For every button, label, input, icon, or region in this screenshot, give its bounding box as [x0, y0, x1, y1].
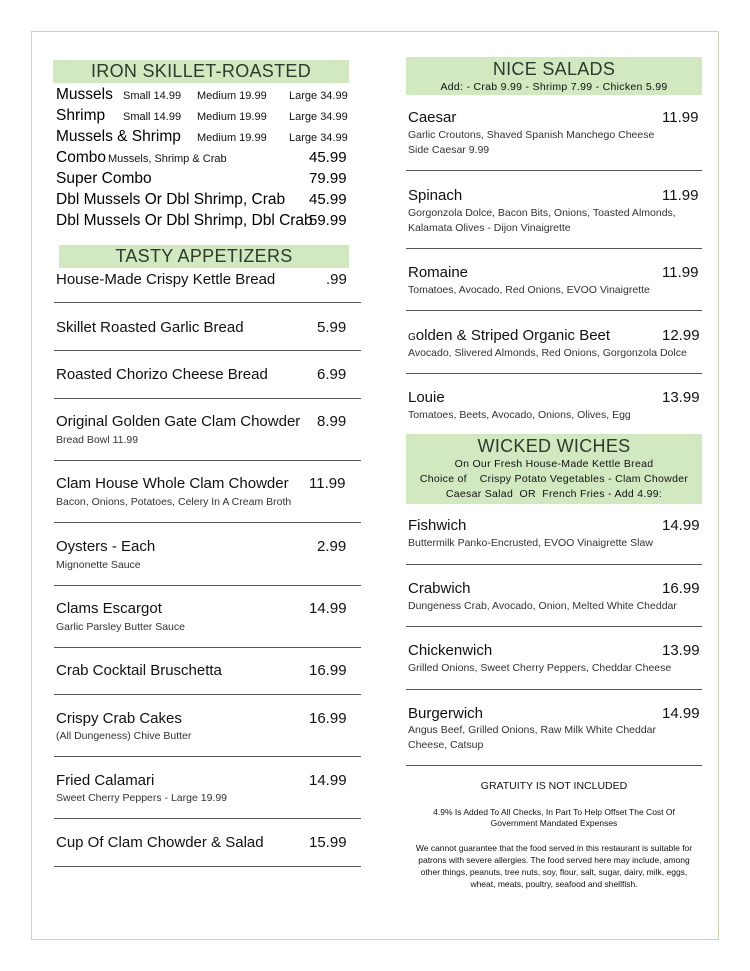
appetizer-name: Original Golden Gate Clam Chowder [56, 413, 301, 430]
menu-item-name: Mussels [56, 86, 113, 103]
salad-desc: Tomatoes, Avocado, Red Onions, EVOO Vinaigrette [408, 284, 650, 296]
salad-price: 11.99 [662, 264, 699, 281]
menu-item-price: 79.99 [309, 170, 347, 187]
wich-desc: Cheese, Catsup [408, 739, 484, 751]
divider [406, 373, 702, 374]
salad-desc: Side Caesar 9.99 [408, 144, 490, 156]
salad-desc: Kalamata Olives - Dijon Vinaigrette [408, 222, 571, 234]
menu-item-price: 59.99 [309, 212, 347, 229]
appetizer-name: Clam House Whole Clam Chowder [56, 475, 289, 492]
divider [406, 765, 702, 766]
divider [54, 398, 361, 399]
salad-desc: Gorgonzola Dolce, Bacon Bits, Onions, Toasted Almonds, [408, 207, 676, 219]
appetizer-name: House-Made Crispy Kettle Bread [56, 271, 276, 288]
wich-price: 14.99 [662, 517, 700, 534]
salad-price: 11.99 [662, 109, 699, 126]
size-price-medium: Medium 19.99 [197, 90, 267, 102]
appetizer-price: 5.99 [317, 319, 347, 336]
salad-name: Caesar [408, 109, 457, 126]
size-price-large: Large 34.99 [289, 132, 348, 144]
appetizer-price: 2.99 [317, 538, 347, 555]
menu-item-name: Combo [56, 149, 106, 166]
appetizer-name: Crab Cocktail Bruschetta [56, 662, 222, 679]
divider [54, 756, 361, 757]
size-price-large: Large 34.99 [289, 90, 348, 102]
allergy-notice-line3: other things, peanuts, tree nuts, soy, flour, salt, sugar, dairy, milk, eggs, [420, 867, 688, 877]
allergy-notice-line2: patrons with severe allergies. The food served here may include, among [418, 855, 690, 865]
salads-header [406, 57, 702, 95]
appetizer-price: 8.99 [317, 413, 347, 430]
menu-item-name: Dbl Mussels Or Dbl Shrimp, Dbl Crab [56, 212, 313, 229]
salad-price: 12.99 [662, 327, 700, 344]
wich-price: 16.99 [662, 580, 700, 597]
salad-name: Spinach [408, 187, 463, 204]
appetizer-price: 6.99 [317, 366, 347, 383]
wiches-header [406, 434, 702, 504]
appetizers-header [59, 245, 349, 268]
menu-item-note: Mussels, Shrimp & Crab [108, 153, 227, 165]
menu-item-name: Dbl Mussels Or Dbl Shrimp, Crab [56, 191, 286, 208]
menu-item-name: Shrimp [56, 107, 106, 124]
wich-name: Fishwich [408, 517, 467, 534]
appetizer-name: Cup Of Clam Chowder & Salad [56, 834, 264, 851]
salads-add-line: Add: - Crab 9.99 - Shrimp 7.99 - Chicken 5.99 [440, 81, 668, 93]
wich-desc: Dungeness Crab, Avocado, Onion, Melted White Cheddar [408, 600, 677, 612]
gratuity-notice: GRATUITY IS NOT INCLUDED [480, 780, 628, 792]
size-price-medium: Medium 19.99 [197, 132, 267, 144]
wich-desc: Buttermilk Panko-Encrusted, EVOO Vinaigrette Slaw [408, 537, 653, 549]
wich-name: Crabwich [408, 580, 471, 597]
appetizer-desc: (All Dungeness) Chive Butter [56, 730, 192, 742]
wiches-line2: Choice of Crispy Potato Vegetables - Clam Chowder [419, 473, 689, 485]
divider [54, 350, 361, 351]
salad-price: 11.99 [662, 187, 699, 204]
divider [54, 818, 361, 819]
appetizers-title: TASTY APPETIZERS [115, 246, 293, 266]
appetizer-name: Crispy Crab Cakes [56, 710, 182, 727]
appetizer-price: 11.99 [309, 475, 346, 492]
allergy-notice-line1: We cannot guarantee that the food served in this restaurant is suitable for [415, 843, 693, 853]
salads-title: NICE SALADS [492, 59, 616, 79]
divider [54, 647, 361, 648]
wiches-line1: On Our Fresh House-Made Kettle Bread [454, 458, 654, 470]
divider [406, 689, 702, 690]
wich-name: Chickenwich [408, 642, 493, 659]
divider [406, 310, 702, 311]
divider [54, 866, 361, 867]
wich-price: 14.99 [662, 705, 700, 722]
appetizer-price: 14.99 [309, 600, 347, 617]
fee-notice-line2: Government Mandated Expenses [490, 818, 618, 828]
wich-price: 13.99 [662, 642, 700, 659]
appetizer-desc: Mignonette Sauce [56, 559, 141, 571]
appetizer-desc: Bacon, Onions, Potatoes, Celery In A Cream Broth [56, 496, 292, 508]
appetizer-name: Clams Escargot [56, 600, 162, 617]
appetizer-price: .99 [326, 271, 347, 288]
size-price-small: Small 14.99 [123, 90, 182, 102]
divider [54, 522, 361, 523]
size-price-medium: Medium 19.99 [197, 111, 267, 123]
salad-name: Louie [408, 389, 445, 406]
divider [406, 248, 702, 249]
menu-item-name: Super Combo [56, 170, 152, 187]
allergy-notice-line4: wheat, meats, poultry, seafood and shellfish. [470, 879, 638, 889]
appetizer-name: Fried Calamari [56, 772, 155, 789]
appetizer-price: 15.99 [309, 834, 347, 851]
menu-item-price: 45.99 [309, 149, 347, 166]
size-price-large: Large 34.99 [289, 111, 348, 123]
divider [406, 170, 702, 171]
divider [406, 626, 702, 627]
divider [406, 564, 702, 565]
salad-name [408, 327, 610, 344]
divider [54, 585, 361, 586]
appetizer-desc: Sweet Cherry Peppers - Large 19.99 [56, 792, 228, 804]
appetizer-price: 16.99 [309, 710, 347, 727]
salad-name-initial: G [408, 332, 416, 343]
appetizer-name: Roasted Chorizo Cheese Bread [56, 366, 268, 383]
divider [54, 460, 361, 461]
appetizer-price: 16.99 [309, 662, 347, 679]
salad-name: Romaine [408, 264, 469, 281]
menu-item-name: Mussels & Shrimp [56, 128, 181, 145]
appetizer-name: Oysters - Each [56, 538, 156, 555]
salad-price: 13.99 [662, 389, 700, 406]
appetizer-name: Skillet Roasted Garlic Bread [56, 319, 244, 336]
size-price-small: Small 14.99 [123, 111, 182, 123]
wiches-title: WICKED WICHES [477, 436, 631, 456]
menu-item-price: 45.99 [309, 191, 347, 208]
wich-name: Burgerwich [408, 705, 484, 722]
wich-desc: Grilled Onions, Sweet Cherry Peppers, Cheddar Cheese [408, 662, 672, 674]
salad-desc: Garlic Croutons, Shaved Spanish Manchego Cheese [408, 129, 655, 141]
salad-desc: Avocado, Slivered Almonds, Red Onions, Gorgonzola Dolce [408, 347, 687, 359]
iron-skillet-title: IRON SKILLET-ROASTED [90, 61, 312, 81]
divider [54, 694, 361, 695]
appetizer-price: 14.99 [309, 772, 347, 789]
wich-desc: Angus Beef, Grilled Onions, Raw Milk White Cheddar [408, 724, 657, 736]
salad-desc: Tomatoes, Beets, Avocado, Onions, Olives, Egg [408, 409, 631, 421]
appetizer-desc: Garlic Parsley Butter Sauce [56, 621, 185, 633]
fee-notice-line1: 4.9% Is Added To All Checks, In Part To Help Offset The Cost Of [433, 807, 675, 817]
divider [54, 302, 361, 303]
iron-skillet-header [53, 60, 349, 83]
appetizer-desc: Bread Bowl 11.99 [56, 434, 139, 446]
wiches-line3: Caesar Salad OR French Fries - Add 4.99: [445, 488, 663, 500]
salad-name-rest: olden & Striped Organic Beet [415, 327, 611, 344]
